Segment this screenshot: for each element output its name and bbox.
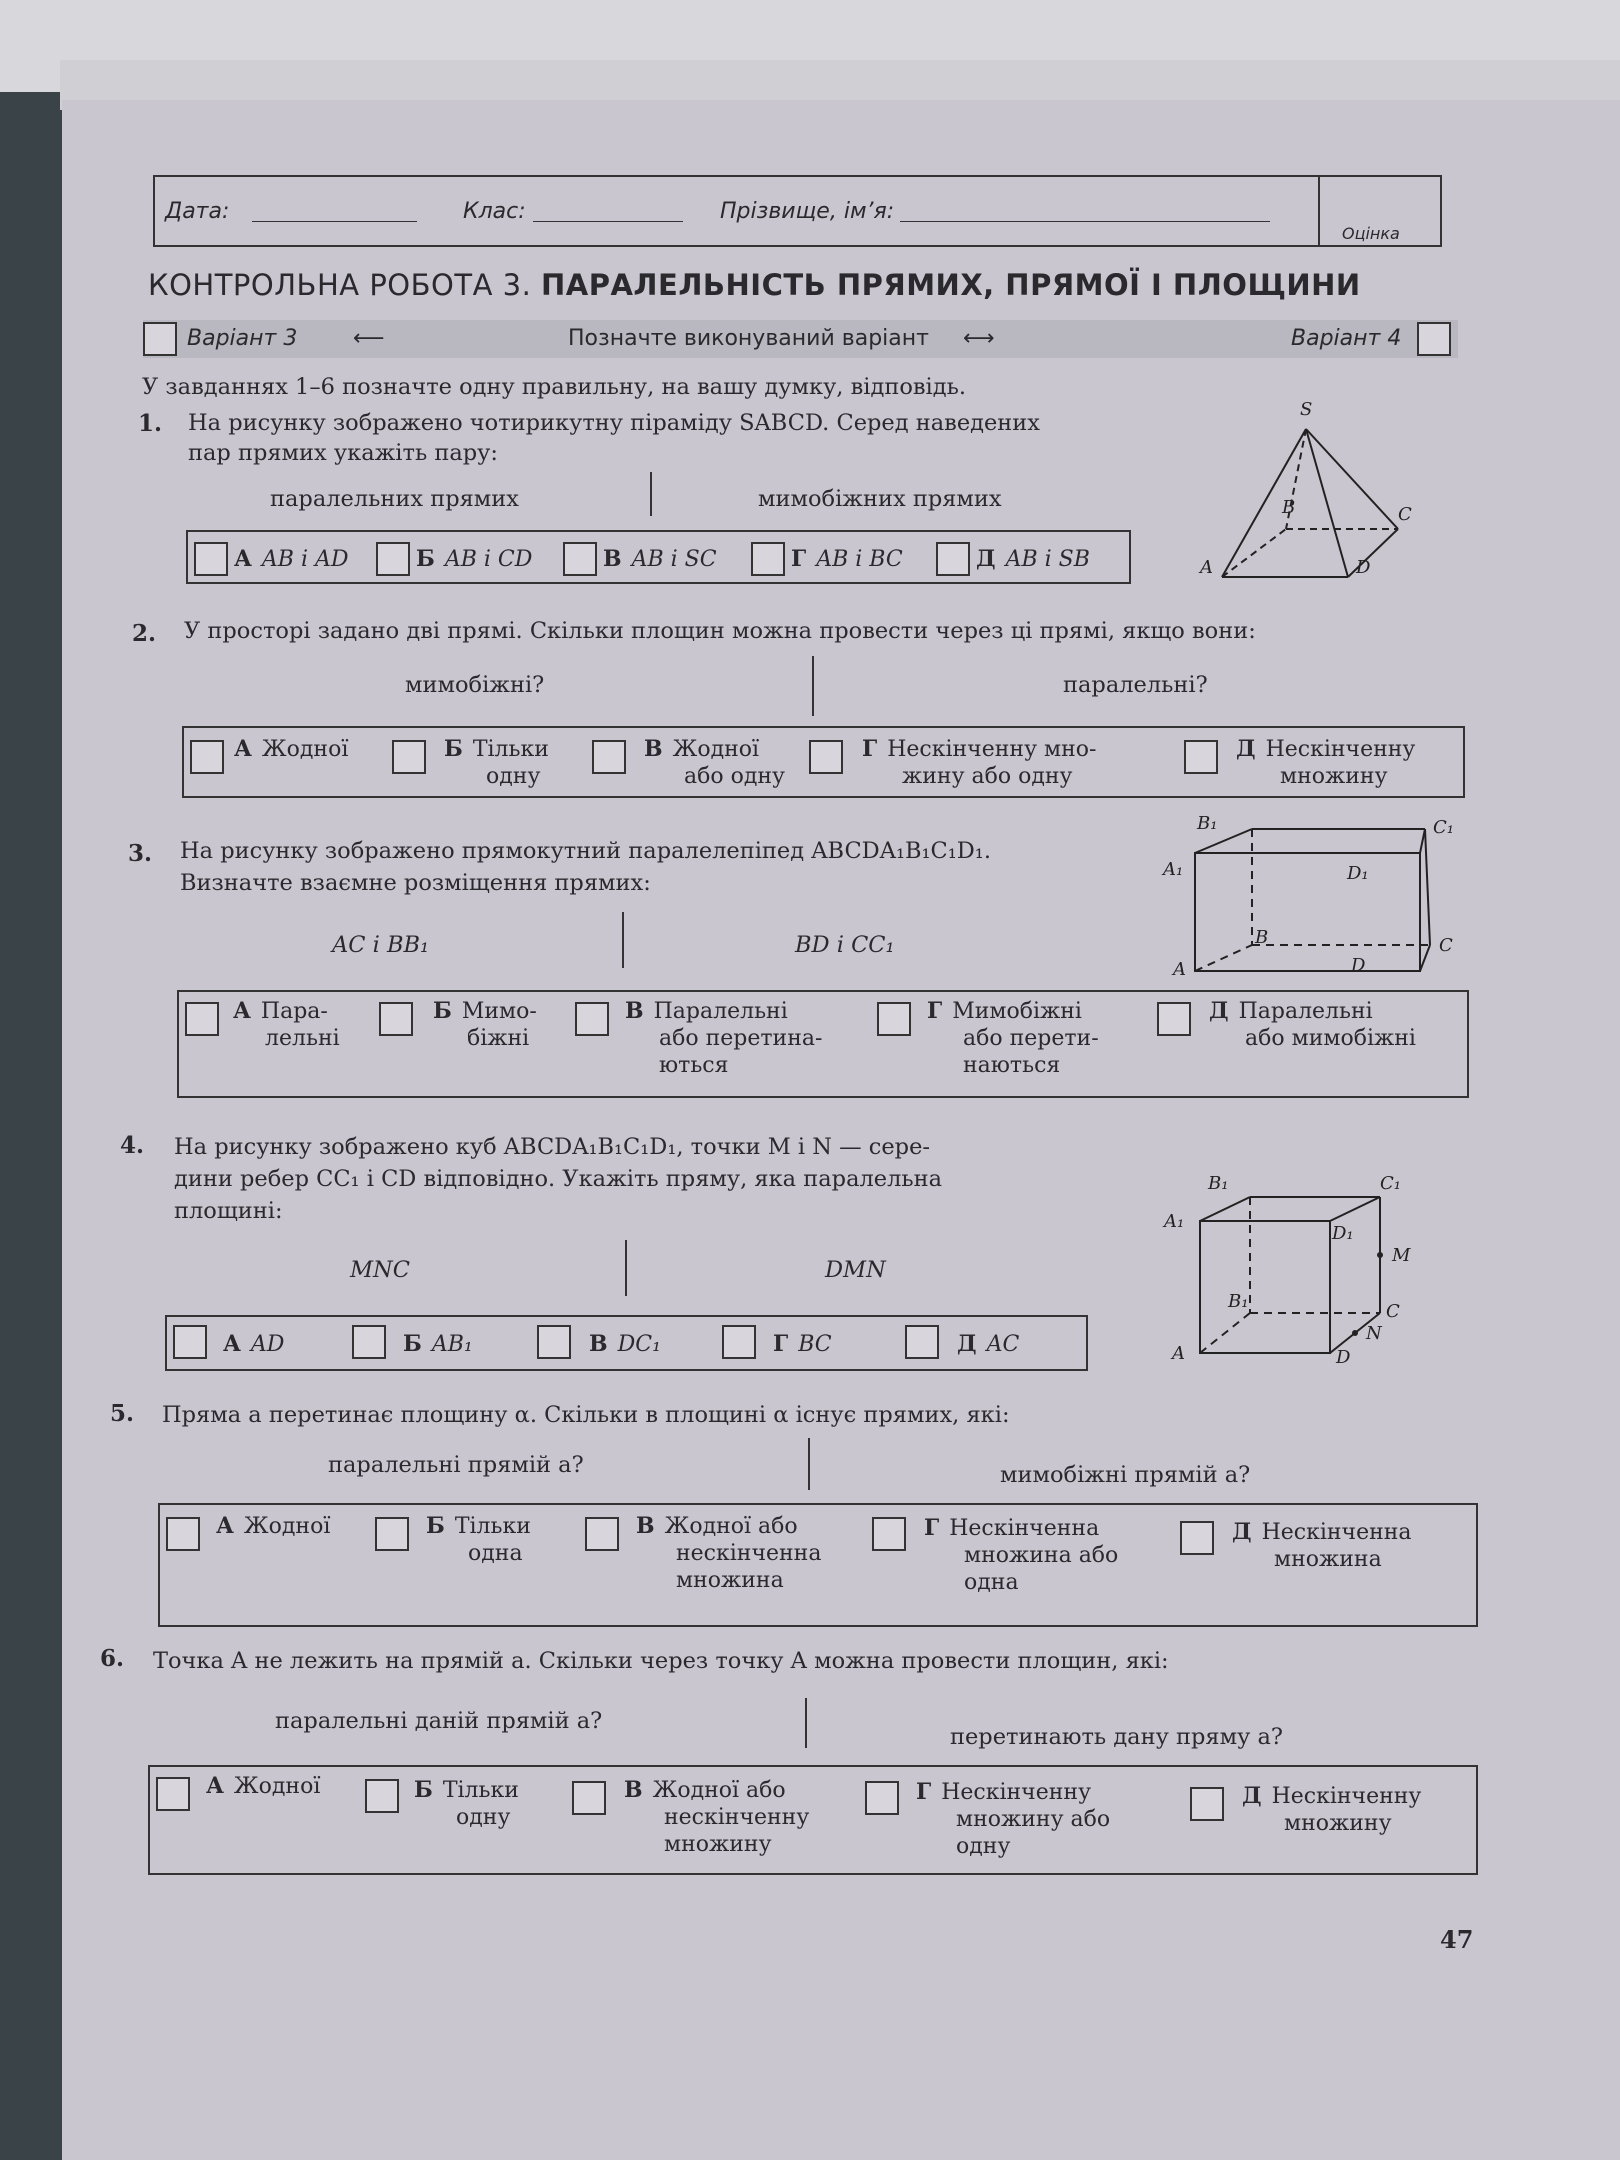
pyramid-label-b: B bbox=[1282, 497, 1296, 518]
q6-option-e-checkbox[interactable] bbox=[1190, 1787, 1224, 1821]
q5-divider bbox=[808, 1438, 810, 1490]
q1-option-e: Д AB і SB bbox=[976, 546, 1090, 572]
q4-option-e: Д AC bbox=[957, 1331, 1020, 1357]
q6-option-b-checkbox[interactable] bbox=[365, 1779, 399, 1813]
q6-option-c: В Жодної або нескінченну множину bbox=[624, 1777, 810, 1857]
page-number: 47 bbox=[1440, 1925, 1474, 1954]
q1-text-line2: пар прямих укажіть пару: bbox=[188, 440, 498, 466]
q2-number: 2. bbox=[132, 620, 157, 647]
q6-option-a-checkbox[interactable] bbox=[156, 1777, 190, 1811]
q4-option-c-checkbox[interactable] bbox=[537, 1325, 571, 1359]
q6-option-b: Б Тільки одну bbox=[414, 1777, 519, 1830]
variant-4-label: Варіант 4 bbox=[1291, 326, 1402, 351]
q5-option-c-checkbox[interactable] bbox=[585, 1517, 619, 1551]
variant-3-label: Варіант 3 bbox=[187, 326, 298, 351]
q4-option-a: А AD bbox=[223, 1331, 285, 1357]
arrow-right-icon: ⟷ bbox=[963, 326, 995, 351]
q2-right-heading: паралельні? bbox=[1063, 672, 1208, 698]
cube-label-a: A bbox=[1172, 1343, 1185, 1364]
q5-option-d: Г Нескінченна множина або одна bbox=[924, 1515, 1119, 1595]
q1-option-a: А AB і AD bbox=[234, 546, 349, 572]
q5-text-line1: Пряма a перетинає площину α. Скільки в площині α існує прямих, які: bbox=[162, 1402, 1010, 1428]
q1-option-e-checkbox[interactable] bbox=[936, 542, 970, 576]
cube-label-b: B₁ bbox=[1228, 1291, 1249, 1312]
q3-option-a-checkbox[interactable] bbox=[185, 1002, 219, 1036]
q2-answer-box bbox=[182, 726, 1465, 798]
q1-option-b-checkbox[interactable] bbox=[376, 542, 410, 576]
q5-option-b: Б Тільки одна bbox=[426, 1513, 531, 1566]
pyramid-label-s: S bbox=[1300, 399, 1313, 420]
q3-left-heading: AC і BB₁ bbox=[332, 932, 430, 958]
q4-option-d: Г BC bbox=[773, 1331, 832, 1357]
variant-3-checkbox[interactable] bbox=[143, 322, 177, 356]
q4-number: 4. bbox=[120, 1132, 145, 1159]
q1-number: 1. bbox=[138, 410, 163, 437]
cube-label-b1: B₁ bbox=[1208, 1173, 1229, 1194]
cube-label-d1: D₁ bbox=[1332, 1223, 1354, 1244]
q1-option-b: Б AB і CD bbox=[416, 546, 533, 572]
q4-text-line2: дини ребер CC₁ і CD відповідно. Укажіть пряму, яка паралельна bbox=[174, 1166, 943, 1192]
q2-text-line1: У просторі задано дві прямі. Скільки площин можна провести через ці прямі, якщо вони: bbox=[184, 618, 1256, 644]
q4-left-heading: MNC bbox=[350, 1257, 410, 1283]
variant-bar bbox=[143, 320, 1458, 358]
q6-divider bbox=[805, 1698, 807, 1748]
q2-option-c-checkbox[interactable] bbox=[592, 740, 626, 774]
q4-option-e-checkbox[interactable] bbox=[905, 1325, 939, 1359]
q4-option-d-checkbox[interactable] bbox=[722, 1325, 756, 1359]
parallelepiped-figure bbox=[1155, 805, 1475, 985]
date-label: Дата: bbox=[165, 199, 230, 224]
q4-right-heading: DMN bbox=[825, 1257, 886, 1283]
q3-option-b: Б Мимо- біжні bbox=[433, 998, 537, 1051]
q5-option-c: В Жодної або нескінченна множина bbox=[636, 1513, 822, 1593]
q1-answer-box bbox=[186, 530, 1131, 584]
q6-number: 6. bbox=[100, 1645, 125, 1672]
q4-option-a-checkbox[interactable] bbox=[173, 1325, 207, 1359]
q2-left-heading: мимобіжні? bbox=[405, 672, 545, 698]
q6-option-c-checkbox[interactable] bbox=[572, 1781, 606, 1815]
cube-label-d: D bbox=[1336, 1347, 1351, 1365]
grade-label: Оцінка bbox=[1342, 224, 1400, 243]
instruction: У завданнях 1–6 позначте одну правильну, на вашу думку, відповідь. bbox=[142, 374, 966, 400]
student-info-box bbox=[153, 175, 1442, 247]
q3-text-line1: На рисунку зображено прямокутний паралелепіпед ABCDA₁B₁C₁D₁. bbox=[180, 838, 991, 864]
q3-divider bbox=[622, 912, 624, 968]
class-label: Клас: bbox=[463, 199, 526, 224]
q6-right-heading: перетинають дану пряму a? bbox=[950, 1724, 1283, 1750]
q2-option-d-checkbox[interactable] bbox=[809, 740, 843, 774]
q5-left-heading: паралельні прямій a? bbox=[328, 1452, 584, 1478]
q3-option-c-checkbox[interactable] bbox=[575, 1002, 609, 1036]
cube-label-a1: A₁ bbox=[1164, 1211, 1185, 1232]
pyramid-figure bbox=[1190, 395, 1430, 585]
q2-option-e-checkbox[interactable] bbox=[1184, 740, 1218, 774]
pyramid-label-a: A bbox=[1200, 557, 1213, 578]
q5-answer-box bbox=[158, 1503, 1478, 1627]
q3-right-heading: BD і CC₁ bbox=[795, 932, 895, 958]
q2-option-c: В Жодної або одну bbox=[644, 736, 785, 789]
q1-option-d: Г AB і BC bbox=[791, 546, 903, 572]
parallelepiped-label-b: B bbox=[1255, 927, 1269, 948]
q3-text-line2: Визначте взаємне розміщення прямих: bbox=[180, 870, 651, 896]
q3-option-e-checkbox[interactable] bbox=[1157, 1002, 1191, 1036]
q3-answer-box bbox=[177, 990, 1469, 1098]
cube-label-c: C bbox=[1386, 1301, 1400, 1322]
q6-option-d-checkbox[interactable] bbox=[865, 1781, 899, 1815]
q4-text-line1: На рисунку зображено куб ABCDA₁B₁C₁D₁, точки M і N — сере- bbox=[174, 1134, 930, 1160]
q6-left-heading: паралельні даній прямій a? bbox=[275, 1708, 603, 1734]
q3-number: 3. bbox=[128, 840, 153, 867]
pyramid-label-d: D bbox=[1356, 557, 1371, 578]
q3-option-d-checkbox[interactable] bbox=[877, 1002, 911, 1036]
q6-answer-box bbox=[148, 1765, 1478, 1875]
q2-option-b-checkbox[interactable] bbox=[392, 740, 426, 774]
parallelepiped-label-b1: B₁ bbox=[1197, 813, 1218, 834]
q5-option-e-checkbox[interactable] bbox=[1180, 1521, 1214, 1555]
q2-option-a-checkbox[interactable] bbox=[190, 740, 224, 774]
q5-number: 5. bbox=[110, 1400, 135, 1427]
grade-box[interactable] bbox=[1318, 177, 1440, 245]
cube-label-n: N bbox=[1366, 1323, 1382, 1344]
q1-divider bbox=[650, 472, 652, 516]
q3-option-e: Д Паралельні або мимобіжні bbox=[1209, 998, 1416, 1051]
q2-option-e: Д Нескінченну множину bbox=[1236, 736, 1416, 789]
q2-option-a: А Жодної bbox=[234, 736, 349, 762]
q5-option-a: А Жодної bbox=[216, 1513, 331, 1539]
variant-hint: Позначте виконуваний варіант bbox=[568, 326, 929, 351]
name-field[interactable] bbox=[900, 221, 1270, 222]
q3-option-d: Г Мимобіжні або перети- наються bbox=[927, 998, 1099, 1078]
page-title bbox=[148, 268, 1361, 302]
q5-option-b-checkbox[interactable] bbox=[375, 1517, 409, 1551]
q3-option-c: В Паралельні або перетина- ються bbox=[625, 998, 823, 1078]
q5-option-a-checkbox[interactable] bbox=[166, 1517, 200, 1551]
parallelepiped-label-a1: A₁ bbox=[1163, 859, 1184, 880]
q1-left-heading: паралельних прямих bbox=[270, 486, 519, 512]
q6-option-d: Г Нескінченну множину або одну bbox=[916, 1779, 1111, 1859]
q6-text-line1: Точка A не лежить на прямій a. Скільки через точку A можна провести площин, які: bbox=[153, 1648, 1169, 1674]
q4-option-c: В DC₁ bbox=[589, 1331, 661, 1357]
q5-right-heading: мимобіжні прямій a? bbox=[1000, 1462, 1251, 1488]
q3-option-b-checkbox[interactable] bbox=[379, 1002, 413, 1036]
parallelepiped-label-d1: D₁ bbox=[1347, 863, 1369, 884]
q4-option-b: Б AB₁ bbox=[403, 1331, 473, 1357]
parallelepiped-label-d: D bbox=[1351, 955, 1366, 976]
date-field[interactable] bbox=[252, 221, 417, 222]
cube-label-c1: C₁ bbox=[1380, 1173, 1401, 1194]
cube-figure bbox=[1160, 1165, 1440, 1365]
title-prefix: КОНТРОЛЬНА РОБОТА 3. bbox=[148, 268, 532, 302]
q6-option-e: Д Нескінченну множину bbox=[1242, 1783, 1422, 1836]
q2-divider bbox=[812, 656, 814, 716]
pyramid-label-c: C bbox=[1398, 504, 1412, 525]
q6-option-a: А Жодної bbox=[206, 1773, 321, 1799]
q2-option-b: Б Тільки одну bbox=[444, 736, 549, 789]
variant-4-checkbox[interactable] bbox=[1417, 322, 1451, 356]
cube-label-m: M bbox=[1392, 1245, 1411, 1266]
q1-option-c: В AB і SC bbox=[603, 546, 717, 572]
parallelepiped-label-a: A bbox=[1173, 959, 1186, 980]
q1-text-line1: На рисунку зображено чотирикутну піраміду SABCD. Серед наведених bbox=[188, 410, 1040, 436]
title-main: ПАРАЛЕЛЬНІСТЬ ПРЯМИХ, ПРЯМОЇ І ПЛОЩИНИ bbox=[541, 268, 1361, 302]
class-field[interactable] bbox=[533, 221, 683, 222]
name-label: Прізвище, ім’я: bbox=[720, 199, 895, 224]
q5-option-d-checkbox[interactable] bbox=[872, 1517, 906, 1551]
q1-option-c-checkbox[interactable] bbox=[563, 542, 597, 576]
q4-option-b-checkbox[interactable] bbox=[352, 1325, 386, 1359]
q4-text-line3: площині: bbox=[174, 1198, 283, 1224]
q4-divider bbox=[625, 1240, 627, 1296]
q1-right-heading: мимобіжних прямих bbox=[758, 486, 1002, 512]
parallelepiped-label-c1: C₁ bbox=[1433, 817, 1454, 838]
arrow-left-icon: ⟵ bbox=[353, 326, 385, 351]
q1-option-a-checkbox[interactable] bbox=[194, 542, 228, 576]
q3-option-a: А Пара- лельні bbox=[233, 998, 340, 1051]
q5-option-e: Д Нескінченна множина bbox=[1232, 1519, 1412, 1572]
parallelepiped-label-c: C bbox=[1439, 935, 1453, 956]
q4-answer-box bbox=[165, 1315, 1088, 1371]
q1-option-d-checkbox[interactable] bbox=[751, 542, 785, 576]
q2-option-d: Г Нескінченну мно- жину або одну bbox=[862, 736, 1097, 789]
